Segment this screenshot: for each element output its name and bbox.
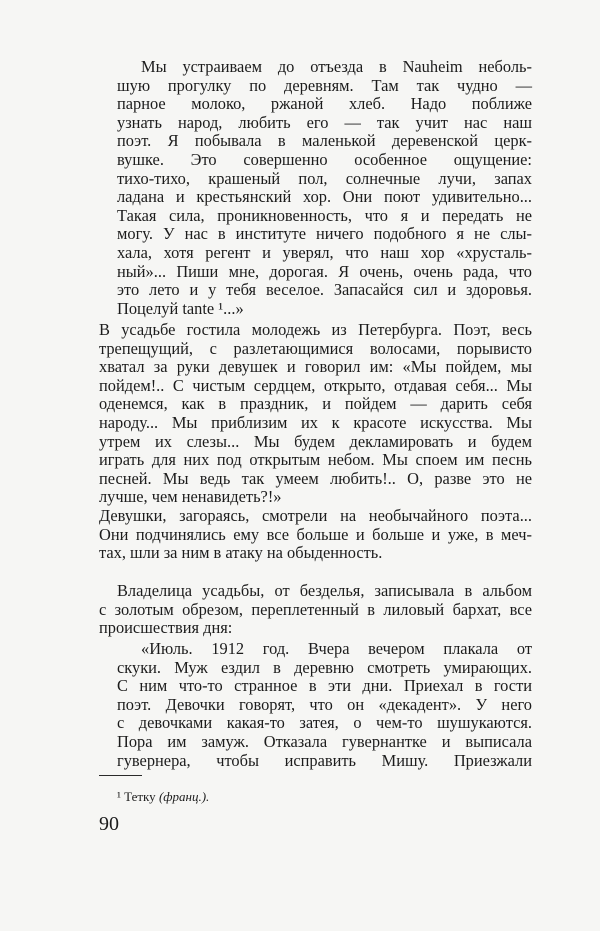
text-line: В усадьбе гостила молодежь из Петербурга. Поэт, весь [99,320,532,339]
footnote-divider [99,775,142,776]
diary-quote [117,640,532,770]
text-line: парное молоко, ржаной хлеб. Надо поближе [117,94,532,114]
text-line: гувернера, чтобы исправить Мишу. Приезжали [117,750,532,770]
narrative-paragraph [99,321,532,563]
text-line: Такая сила, проникновенность, что я и передать не [117,205,532,225]
text-line: Они подчинялись ему все больше и больше и уже, в меч- [99,524,532,544]
footnote [117,789,209,805]
text-line: Девушки, загораясь, смотрели на необычайного поэта... [99,505,532,525]
text-line: оденемся, как в праздник, и пойдем — дарить себя [99,394,532,414]
text-line: с золотым обрезом, переплетенный в лиловый бархат, все [99,599,532,619]
text-line: хала, хотя регент и уверял, что наш хор «хрусталь- [117,242,532,262]
text-line: скуки. Муж ездил в деревню смотреть умирающих. [117,657,532,677]
text-line: узнать народ, любить его — так учит нас наш [117,112,532,132]
text-line: поэт. Я побывала в маленькой деревенской церк- [117,131,532,151]
footnote-text: Тетку [124,789,156,804]
text-line: поэт. Девочки говорят, что он «декадент». У него [117,694,532,714]
text-line: вушке. Это совершенно особенное ощущение: [117,149,532,169]
letter-quote [117,58,532,318]
text-line: играть для них под открытым небом. Мы споем им песнь [99,450,532,470]
text-line: ный»... Пиши мне, дорогая. Я очень, очень рада, что [117,261,532,281]
text-line: происшествия дня: [99,618,233,638]
text-line: утрем их слезы... Мы будем декламировать и будем [99,431,532,451]
footnote-marker: ¹ [117,789,121,804]
text-line: народу... Мы приблизим их к красоте искусства. Мы [99,412,532,432]
narrative-paragraph [99,582,532,638]
text-line: ладана и крестьянский хор. Они поют удивительно... [117,187,532,207]
text-line: трепещущий, с разлетающимися волосами, порывисто [99,338,532,358]
text-line: тихо-тихо, крашеный пол, солнечные лучи, запах [117,168,532,188]
text-line: Владелица усадьбы, от безделья, записывала в альбом [117,581,532,600]
text-line: тах, шли за ним в атаку на обыденность. [99,543,383,563]
text-line: Поцелуй tante ¹...» [117,298,244,318]
text-line: «Июль. 1912 год. Вчера вечером плакала от [141,639,532,658]
text-line: песней. Мы ведь так умеем любить!.. О, разве это не [99,468,532,488]
text-line: это лето и у тебя веселое. Запасайся сил и здоровья. [117,280,532,300]
text-line: Пора им замуж. Отказала гувернантке и выписала [117,731,532,751]
text-line: могу. У нас в институте ничего подобного я не слы- [117,224,532,244]
text-line: пойдем!.. С чистым сердцем, открыто, отдавая себя... Мы [99,375,532,395]
page-number: 90 [99,813,119,835]
text-line: Мы устраиваем до отъезда в Nauheim неболь- [141,57,532,76]
footnote-note: (франц.). [158,789,210,804]
text-line: хватал за руки девушек и говорил им: «Мы пойдем, мы [99,357,532,377]
text-line: С ним что-то странное в эти дни. Приехал в гости [117,676,532,696]
text-line: шую прогулку по деревням. Там так чудно — [117,75,532,95]
text-line: с девочками какая-то затея, о чем-то шушукаются. [117,713,532,733]
text-line: лучше, чем ненавидеть?!» [99,487,282,507]
